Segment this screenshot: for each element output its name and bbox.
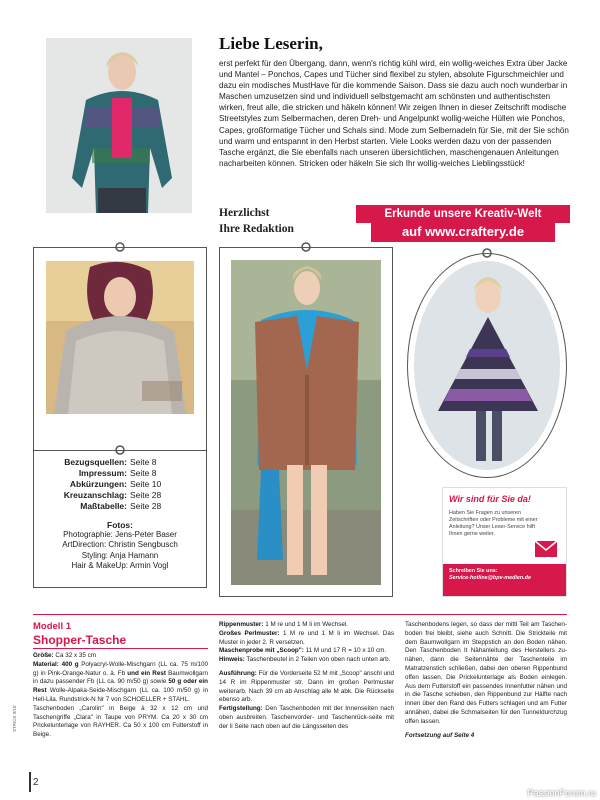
watermark: PassionForum.ru [527,788,596,798]
source-row: Maßtabelle: Seite 28 [80,501,162,511]
intro-body: erst perfekt für den Übergang, dann, wenn's richtig kühl wird, ein wollig-weiches Extra über Jacke und Mantel – Ponchos, Capes und Tücher sind flexibel zu stylen, absolute Figurschmeichler und dazu ein modisches MustHave für die kommende Saison. Dass sie dazu auch noch wunderbar in Maschen umzusetzen sind und individuell selbstgemacht am schönsten und authentischsten wirken, freut alle, die stricken und häkeln können! Wir zeigen Ihnen in dieser Zeitschrift modische Streetstyles zum Selbermachen, deren Dreh- und Angelpunkt wollig-weiche Hüllen wie Ponchos, Capes, großformatige Tücher und Schals sind. Mode zum Selbernadeln für Sie, mit der Sie schön und warm und entspannt in den Herbst starten. Viele Looks werden dazu von der passenden Tasche ergänzt, die Sie ebenfalls nach unseren übersichtlichen, maschengenauen Anleitungen nacharbeiten können. Stricken oder häkeln Sie sich Ihr wollig-weiches Lieblingsstück! [219,59,569,168]
service-title: Wir sind für Sie da! [449,494,531,504]
instructions-column-1: Größe: Ca 32 x 35 cm Material: 400 g Polyacryl-Wolle-Mischgarn (LL ca. 75 m/100 g) in Pink-Orange-Natur o. ä. Fb und ein Rest Baumwollgarn in dazu passender Fb (LL ca. 90 m/50 g) sowie 50 g oder ein Rest Wolle-Alpaka-Seide-Mischgarn (LL ca. 100 m/50 g) in Hell-Lila. Rundstrick-N Nr 7 von SCHOELLER + STAHL. Taschenboden „Carolin" in Beige à 32 x 12 cm und Taschengriffe „Clara" in Taupe von PRYM. Ca 20 x 30 cm Prickelunterlage von RAYHER. Ca 50 x 100 cm Futterstoff in Beige. [33,652,209,739]
promo-banner-line-1[interactable]: Erkunde unsere Kreativ-Welt [356,205,570,223]
photo-vneck-poncho [231,260,381,585]
fotos-line: Photographie: Jens-Peter Baser [63,530,177,540]
fotos-line: ArtDirection: Christin Sengbusch [62,540,178,550]
fotos-line: Hair & MakeUp: Armin Vogl [71,560,169,570]
credits-box [33,450,207,588]
issue-code: STRICK 9/18 [12,705,17,732]
mail-icon [534,540,558,558]
instructions-column-3: Taschenbodens legen, so dass der mittl Teil am Taschen-boden frei bleibt, siehe auch Schnitt. Die Strickteile mit dem Baumwollgarn im Steppstich an den Boden nähen. Den Taschenboden lt Nähanleitung des Herstellers zu-nähen, dann die Seitennähte der Taschenteile im Matratzenstich schließen, dabei den oberen Rippenbund offen lassen. Die Prickelunterlage als Boden einlegen. Aus dem Futterstoff ein passendes Innenfutter nähen und in die Tasche schieben, den Rippenbund zur Hälfte nach innen über den Rand des Futters schlagen und am Futter annähen, dabei die Schmalseiten für den Tunneldurchzug offen lassen. Fortsetzung auf Seite 4 [405,621,567,739]
photo-striped-cardigan [46,38,192,213]
source-row: Impressum: Seite 8 [78,468,157,478]
promo-banner-url[interactable]: auf www.craftery.de [371,222,555,242]
instructions-column-2: Rippenmuster: 1 M re und 1 M li im Wechsel. Großes Perlmuster: 1 M re und 1 M li im Wechsel. Das Muster in jeder 2. R versetzen. Maschenprobe mit „Scoop": 11 M und 17 R = 10 x 10 cm. Hinweis: Taschenbeutel in 2 Teilen von oben nach unten arb. Ausführung: Für die Vorderseite 52 M mit „Scoop" anschl und 14 R im Rippenmuster str. Dann im großen Perlmuster weiterarb. Nach 39 cm ab Anschlag alle M abk. Die Rückseite ebenso arb. Fertigstellung: Den Taschenboden mit der Innenseiten nach oben ausbreiten. Taschenvorder- und Taschenrück-seite mit der li Seite nach oben auf die Längsseiten des [219,621,395,730]
source-row: Kreuzanschlag: Seite 28 [63,490,162,500]
pin-icon [113,240,127,254]
service-text: Haben Sie Fragen zu unseren Zeitschriften oder Probleme mit einer Anleitung? Unser Leser-Service hilft Ihnen gerne weiter. [449,510,538,537]
reader-service-box [442,487,567,597]
service-contact[interactable]: Schreiben Sie uns: Service-hotline@bpv-medien.de [443,564,566,596]
source-row: Abkürzungen: Seite 10 [69,479,162,489]
fotos-heading: Fotos: [107,520,133,530]
model-name: Shopper-Tasche [33,633,208,649]
signature-line-1: Herzlichst [219,207,270,219]
intro-title: Liebe Leserin, [219,34,323,53]
pin-icon [113,443,127,457]
photo-hooded-cape [46,261,194,414]
fotos-line: Styling: Anja Hamann [81,550,159,560]
section-divider [33,614,567,615]
page-number: 2 [33,777,39,788]
continued-note: Fortsetzung auf Seite 4 [405,731,475,739]
source-row: Bezugsquellen: Seite 8 [64,457,157,467]
pin-icon [480,246,494,260]
page-number-bar [29,772,31,792]
model-number: Modell 1 [33,621,72,632]
pin-icon [299,240,313,254]
signature-line-2: Ihre Redaktion [219,223,294,235]
photo-striped-poncho [414,261,560,470]
